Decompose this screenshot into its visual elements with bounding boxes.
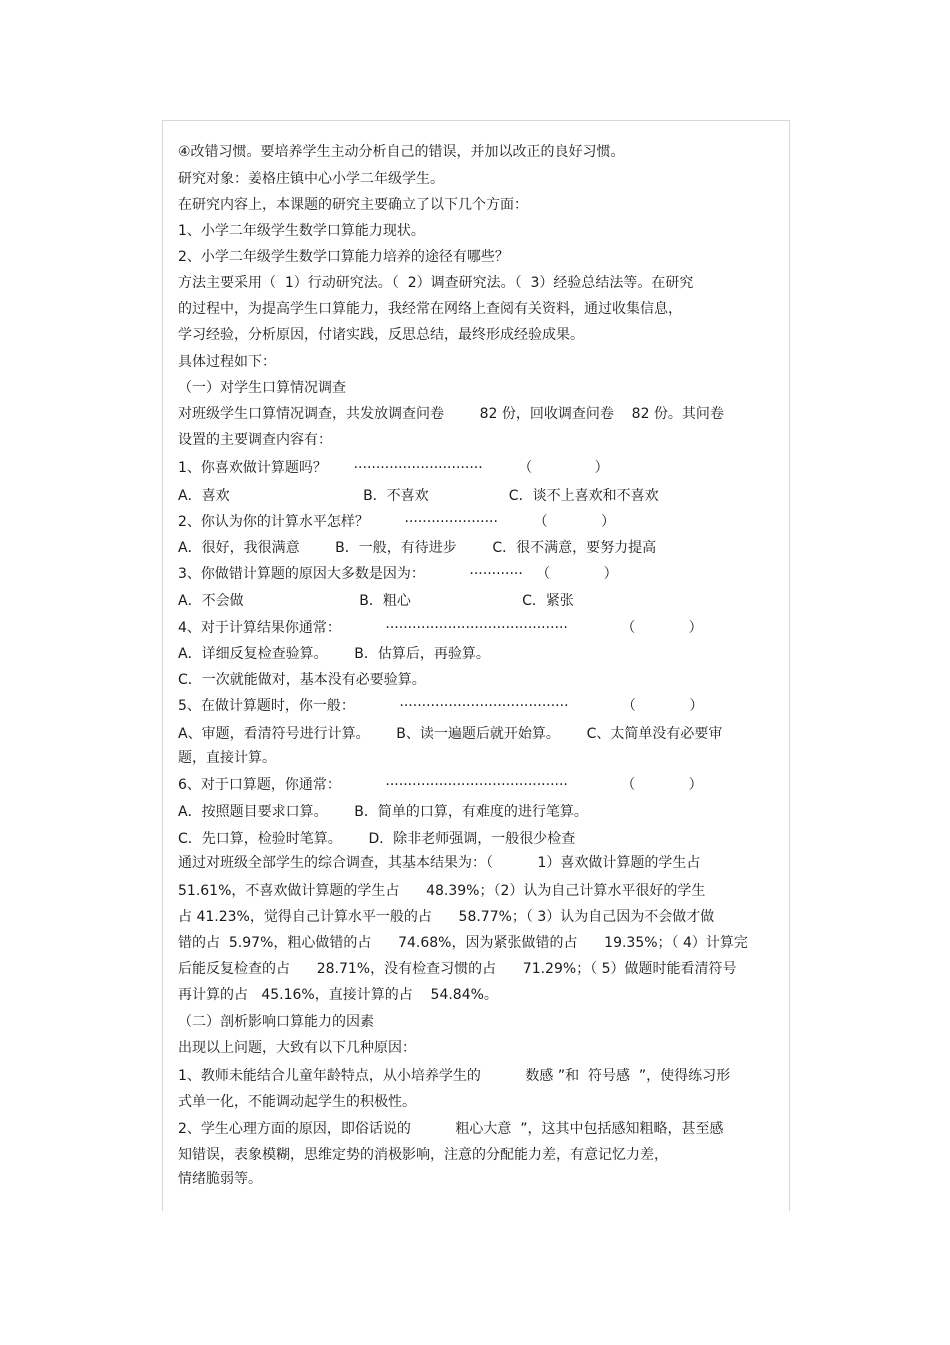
- option-line: A．喜欢 B．不喜欢 C．谈不上喜欢和不喜欢: [178, 488, 659, 504]
- question-line: 3、你做错计算题的原因大多数是因为： ············ （ ）: [178, 566, 618, 582]
- option-line: A．按照题目要求口算。 B．简单的口算，有难度的进行笔算。: [178, 804, 588, 820]
- section-heading: （一）对学生口算情况调查: [178, 380, 346, 396]
- text-line: 出现以上问题，大致有以下几种原因：: [178, 1040, 416, 1056]
- text-line: 再计算的占 45.16%，直接计算的占 54.84%。: [178, 987, 498, 1003]
- text-line: 1、小学二年级学生数学口算能力现状。: [178, 223, 425, 239]
- text-line: 2、小学二年级学生数学口算能力培养的途径有哪些？: [178, 249, 509, 265]
- section-heading: （二）剖析影响口算能力的因素: [178, 1014, 374, 1030]
- question-line: 1、你喜欢做计算题吗？ ····························· （ ）: [178, 460, 609, 476]
- option-line: A．不会做 B．粗心 C．紧张: [178, 593, 574, 609]
- option-line: C．先口算，检验时笔算。 D．除非老师强调，一般很少检查: [178, 831, 576, 847]
- text-line: 1、教师未能结合儿童年龄特点，从小培养学生的 数感 ”和 符号感 ”，使得练习形: [178, 1068, 731, 1084]
- question-line: 5、在做计算题时，你一般： ······································ （ ）: [178, 698, 704, 714]
- text-line: 设置的主要调查内容有：: [178, 432, 332, 448]
- question-line: 6、对于口算题，你通常： ········································· （ ）: [178, 777, 703, 793]
- text-line: 对班级学生口算情况调查，共发放调查问卷 82 份，回收调查问卷 82 份。其问卷: [178, 406, 724, 422]
- text-line: 具体过程如下：: [178, 354, 276, 370]
- text-line: 方法主要采用（ 1）行动研究法。（ 2）调查研究法。（ 3）经验总结法等。在研究: [178, 275, 694, 291]
- option-line: A．很好，我很满意 B．一般，有待进步 C．很不满意，要努力提高: [178, 540, 657, 556]
- option-line: A．详细反复检查验算。 B．估算后，再验算。: [178, 646, 490, 662]
- text-line: 情绪脆弱等。: [178, 1171, 262, 1187]
- text-line: 在研究内容上，本课题的研究主要确立了以下几个方面：: [178, 197, 528, 213]
- text-line: 通过对班级全部学生的综合调查，其基本结果为：（ 1）喜欢做计算题的学生占: [178, 855, 701, 871]
- text-line: 学习经验，分析原因，付诸实践，反思总结，最终形成经验成果。: [178, 327, 584, 343]
- question-line: 2、你认为你的计算水平怎样？ ····················· （ ）: [178, 514, 615, 530]
- text-line: 研究对象：姜格庄镇中心小学二年级学生。: [178, 171, 444, 187]
- text-line: ④改错习惯。要培养学生主动分析自己的错误，并加以改正的良好习惯。: [178, 144, 625, 160]
- text-line: 2、学生心理方面的原因，即俗话说的 粗心大意 ”，这其中包括感知粗略，甚至感: [178, 1121, 724, 1137]
- text-line: 错的占 5.97%，粗心做错的占 74.68%，因为紧张做错的占 19.35%；（ 4）计算完: [178, 935, 748, 951]
- text-line: 式单一化，不能调动起学生的积极性。: [178, 1094, 416, 1110]
- option-line: A、审题，看清符号进行计算。 B、读一遍题后就开始算。 C、太简单没有必要审: [178, 726, 723, 742]
- text-line: 51.61%，不喜欢做计算题的学生占 48.39%；（2）认为自己计算水平很好的学生: [178, 883, 706, 899]
- text-line: 占 41.23%，觉得自己计算水平一般的占 58.77%；（ 3）认为自己因为不会做才做: [178, 909, 715, 925]
- option-line: C．一次就能做对，基本没有必要验算。: [178, 672, 426, 688]
- text-line: 后能反复检查的占 28.71%，没有检查习惯的占 71.29%；（ 5）做题时能看清符号: [178, 961, 737, 977]
- question-line: 4、对于计算结果你通常： ········································· （ ）: [178, 620, 703, 636]
- option-line: 题，直接计算。: [178, 750, 276, 766]
- text-line: 知错误，表象模糊，思维定势的消极影响，注意的分配能力差，有意记忆力差，: [178, 1147, 668, 1163]
- text-line: 的过程中，为提高学生口算能力，我经常在网络上查阅有关资料，通过收集信息，: [178, 301, 682, 317]
